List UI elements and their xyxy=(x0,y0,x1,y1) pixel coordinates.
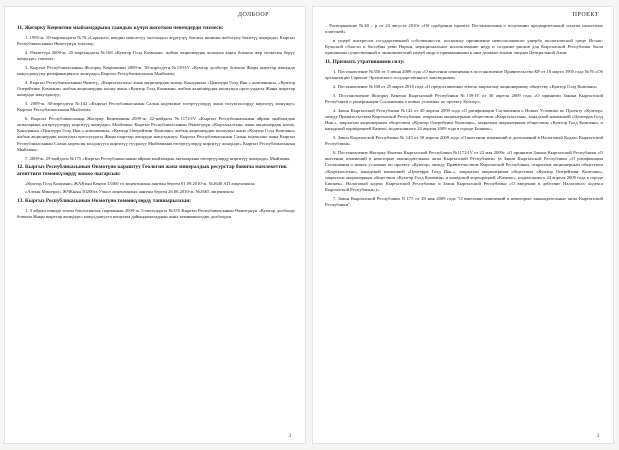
list-item: 5. Закон Кыргызской Республики № 143 от 30 апреля 2009 года «О внесении изменений и дополнений в Налоговый Кодекс Кыргызской Республики». xyxy=(325,135,603,147)
list-item: 3. Кыргыз Республикасынын Жогорку Кеңешинин 2009-ж. 30-апрелдеги №139-IV «Кумтор долбоору боюнча Жаңы шарттар жөнүндө макулдашууну ратификациялоо жөнүндө» Кыргыз Республикасынын Мыйзамы; xyxy=(17,64,295,76)
list-item: 7. Закон Кыргызской Республики N 175 от 29 мая 2009 года "О внесении изменений в некоторые законодательные акты Кыргызской Республики". xyxy=(325,196,603,208)
list-item: 3. Постановление Жогорку Кенеша Кыргызской Республики №139-IV от 30 апреля 2009 года «О принятии Закона Кыргызской Республики о ратификации Соглашения о новых условиях по проекту Кумтор», xyxy=(325,92,603,104)
section-11-title: 11. Жогорку Кеңештин мыйзамдарына таандык күчүн жоготкон ченемдерди тизмеси: xyxy=(17,25,224,31)
left-page-content xyxy=(17,23,295,427)
section-13-title: 13. Кыргыз Республикасынын Өкмөтүнө төмөнкүлөрдү тапшырылсын: xyxy=(17,198,192,205)
list-item: 4. Закон Кыргызской Республики №142 от 30 апреля 2009 года «О ратификации Соглашения о Новых Условиях по Проекту «Кумтор» между Правительством Кыргызской Республики, открытым акционерным обществом «Кыргызалтын», канадской компанией «Центерра Голд Инк.», закрытым акционерным обществом «Кумтор Оперейтинг Компани», закрытым акционерным обществом «Кумтор Голд Компани» и канадской корпорацией Камеко, подписанного 24 апреля 2009 года в городе Бишкек». xyxy=(325,107,603,132)
list-item: 5. 2009-ж. 30-апрелдеги №142 «Кыргыз Республикасынын Салык кодексине өзгөртүүлөрдү жана толуктоолорду киргизүү жөнүндө» Кыргыз Республикасынын Мыйзамы; xyxy=(17,100,295,112)
right-page-content xyxy=(325,23,603,427)
list-item: 1. 3 айдын ичинде өткөн биологиялык партиянын 2009-ж. 5-июлундагы №355 Кыргыз Республикасынын Өкмөтүнүн «Кумтор долбоору боюнча Жаңы шарттар жөнүндө» макулдашууга кошумча дайындамалардын жана кеминиксиздик долбоорун xyxy=(17,207,295,219)
list-item: 2. Постановление №168 от 25 марта 2010 года «О предоставлении земель закрытому акционерному обществу «Кумтор Голд Компани» xyxy=(333,83,598,89)
page-number: 3 xyxy=(288,434,291,439)
list-item: 2. Өкмөттүн 2009-ж. 25-мартындагы №168 «Кумтор Голд Компани» жабык акционердик коомуна карта боюнча жер тилкесин берүү жөнүндө» токтому; xyxy=(17,49,295,61)
left-document-page xyxy=(4,6,306,444)
draft-stamp: ДОЛБООР xyxy=(237,12,269,18)
list-item: 1. 1995-ж. 10-мартындагы №76 «Сарыжаз» кендин максаттуу чалгындоо жүргүзүү боюнча ишинин жобосуну бекитүү жөнүндө» Кыргыз Республикасынын Өкмөтүнүн токтому; xyxy=(17,34,295,46)
list-item: 6. Кыргыз Республикасынын Жогорку Кеңешинин 2009-ж. 22-майдагы №1172-IV «Кыргыз Республикасынын айрым мыйзамдык актыларына өзгөртүүлөрдү киргизүү жөнүндө» Мыйзамы; Кыргыз Республикасынын Өкмөтүнүн «Кыргызалтын» ачык акционердик коому, Канаданын «Центерра Голд Инк.» компаниясы, «Кумтор Оперейтинг Компани» жабык акционердик коомунун жана «Кумтор Голд Компани» жабык акционердик коомунун ортосундагы Жаңы шарттар жөнүндө макулдашуу; Кыргыз Республикасынын Салык кодексине жана Кыргыз Республикасынын Салык кодексин колдонууга киргизүү тууралуу Мыйзамына өзгөртүүлөрдү киргизүү жөнүндө» Кыргыз Республикасынын Мыйзамы; xyxy=(17,115,295,152)
right-document-page xyxy=(312,6,614,444)
list-item: «Алтын Минерал» ЖЧКнын 50200га Учкол лицензиялык аянтын берген 26.06.2010-ж. №2665 лицензиясы xyxy=(25,189,234,195)
project-stamp: ПРОЕКТ xyxy=(572,12,599,18)
section-12-title: 12. Кыргыз Республикасынын Өкмөтүнө караштуу Геология жана минералдык ресурстар боюнча мамлекеттик агенттиги төмөнкүлөрдү жокко чыгарсын: xyxy=(17,164,287,177)
list-item: 7. 2009-ж. 29-майдагы №175 «Кыргыз Республикасынын айрым мыйзамдык актыларына өзгөртүүлөрдү киргизүү жөнүндө» Мыйзамы; xyxy=(25,155,291,161)
section-11-title: 11. Признать утратившими силу: xyxy=(325,59,405,66)
intro-paragraph: – Распоряжение №48 – р от 23 августа 2010г «Об одобрении проекта Постановления о получении предварительной оплаты налоговых платежей» xyxy=(325,23,603,35)
list-item: 1. Постановление №356 от 5 июня 2009 года «О внесении изменения в постановление Правительства КР от 10 марта 1995 года №76 «Об организации Сарычат-Эрташского государственного заповедника» xyxy=(325,68,603,80)
intro-paragraph: в ущерб интересам государственной собственности, поскольку причинение невосполнимого ущерба экологической среде Иссык-Кульской области и бассейна реки Нарын, нерациональное использование недр и создание рисков для Кыргызской Республики были причинены существенный и экономический ущерб недр и привязанными к ним должностными лицами Центральной Азии. xyxy=(325,38,603,56)
list-item: «Кумтор Голд Компани» ЖАКтын Кеңеш 13360 га лицензиялык аянтын берген 01.09.2010-ж. №2648 АП лицензиясы; xyxy=(25,180,256,186)
list-item: 6. Постановление Жогорку Кенеша Кыргызской Республики №1172-IV от 22 мая 2009г. «О принятии Закона Кыргызской Республики «О внесении изменений в некоторые законодательные акты Кыргызской Республики» (в Закон Кыргызской Республики «О ратификации Соглашения о новых условиях по проекту «Кумтор» между Правительством Кыргызской Республики, открытым акционерным обществом «Кыргызалтын», канадской компанией «Центерра Голд Инк.», закрытым акционерным обществом «Кумтор Оперейтинг Компани», закрытым акционерным обществом «Кумтор Голд Компани» и канадской корпорацией «Камеко», подписанного 24 апреля 2009 года в городе Бишкек», Налоговый кодекс Кыргызской Республики и Закон Кыргызской Республики «О введении в действие Налогового кодекса Кыргызской Республики»)» xyxy=(325,150,603,193)
page-number: 3 xyxy=(596,434,599,439)
list-item: 4. Кыргыз Республикасынын Өкмөтү, «Кыргызалтын» ачык акционердик коому, Канаданын «Центерра Голд Инк.» компаниясы, «Кумтор Оперейтинг Компани» жабык акционердик коому жана «Кумтор Голд Компани» жабык акционердик коомунун ортосундагы Жаңы шарттар жөнүндө макулдашуу; xyxy=(17,79,295,97)
